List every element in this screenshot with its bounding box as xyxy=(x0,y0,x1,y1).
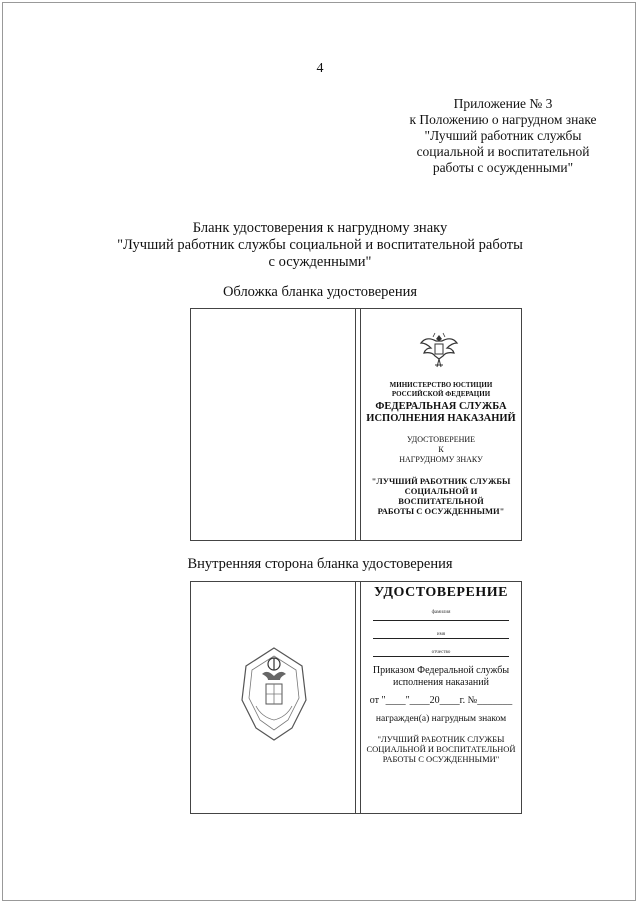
award-line: "ЛУЧШИЙ РАБОТНИК СЛУЖБЫ xyxy=(371,476,511,486)
order-line: исполнения наказаний xyxy=(393,677,489,688)
order-text xyxy=(361,665,521,689)
award-line: СОЦИАЛЬНОЙ И ВОСПИТАТЕЛЬНОЙ xyxy=(398,486,484,506)
order-date-line: от "____"____20____г. №_______ xyxy=(369,695,513,706)
appendix-line: "Лучший работник службы xyxy=(424,128,582,143)
surname-label: фамилия xyxy=(431,610,451,615)
appendix-line: к Положению о нагрудном знаке xyxy=(409,112,597,127)
service-name xyxy=(361,401,521,425)
awarded-text: награжден(а) нагрудным знаком xyxy=(375,714,507,724)
inner-caption: Внутренняя сторона бланка удостоверения xyxy=(187,556,453,572)
service-line: ФЕДЕРАЛЬНАЯ СЛУЖБА xyxy=(375,401,507,412)
certificate-line: К xyxy=(438,445,444,454)
service-line: ИСПОЛНЕНИЯ НАКАЗАНИЙ xyxy=(366,413,516,424)
award-line: "ЛУЧШИЙ РАБОТНИК СЛУЖБЫ xyxy=(377,734,505,744)
inner-spread xyxy=(190,581,522,814)
cover-front-panel xyxy=(361,309,521,540)
award-line: РАБОТЫ С ОСУЖДЕННЫМИ" xyxy=(382,754,500,764)
title-line: "Лучший работник службы социальной и воспитательной работы xyxy=(117,237,523,253)
title-line: Бланк удостоверения к нагрудному знаку xyxy=(192,220,448,236)
certificate-title xyxy=(361,435,521,465)
certificate-heading: УДОСТОВЕРЕНИЕ xyxy=(374,585,508,600)
title-line: с осужденными" xyxy=(268,254,372,270)
appendix-line: социальной и воспитательной xyxy=(416,144,590,159)
ministry-line: РОССИЙСКОЙ ФЕДЕРАЦИИ xyxy=(391,390,491,398)
award-name xyxy=(361,734,521,764)
cover-caption: Обложка бланка удостоверения xyxy=(222,284,418,300)
surname-line xyxy=(373,620,509,621)
eagle-emblem-icon xyxy=(419,329,459,371)
ministry-line: МИНИСТЕРСТВО ЮСТИЦИИ xyxy=(389,381,493,389)
name-label: имя xyxy=(436,632,446,637)
document-title xyxy=(100,220,540,271)
cover-spread xyxy=(190,308,522,541)
order-line: Приказом Федеральной службы xyxy=(372,665,510,676)
appendix-line: Приложение № 3 xyxy=(453,96,553,111)
award-name xyxy=(361,476,521,516)
inner-right-panel xyxy=(361,582,521,813)
name-line xyxy=(373,638,509,639)
patronymic-label: отчество xyxy=(431,650,451,655)
appendix-line: работы с осужденными" xyxy=(432,160,574,175)
appendix-block xyxy=(388,96,618,176)
certificate-line: УДОСТОВЕРЕНИЕ xyxy=(406,435,476,444)
certificate-line: НАГРУДНОМУ ЗНАКУ xyxy=(399,455,483,464)
ministry-name xyxy=(361,381,521,399)
page-number: 4 xyxy=(316,61,324,76)
badge-emblem-icon xyxy=(236,644,312,744)
award-line: РАБОТЫ С ОСУЖДЕННЫМИ" xyxy=(377,506,505,516)
award-line: СОЦИАЛЬНОЙ И ВОСПИТАТЕЛЬНОЙ xyxy=(366,744,516,754)
patronymic-line xyxy=(373,656,509,657)
